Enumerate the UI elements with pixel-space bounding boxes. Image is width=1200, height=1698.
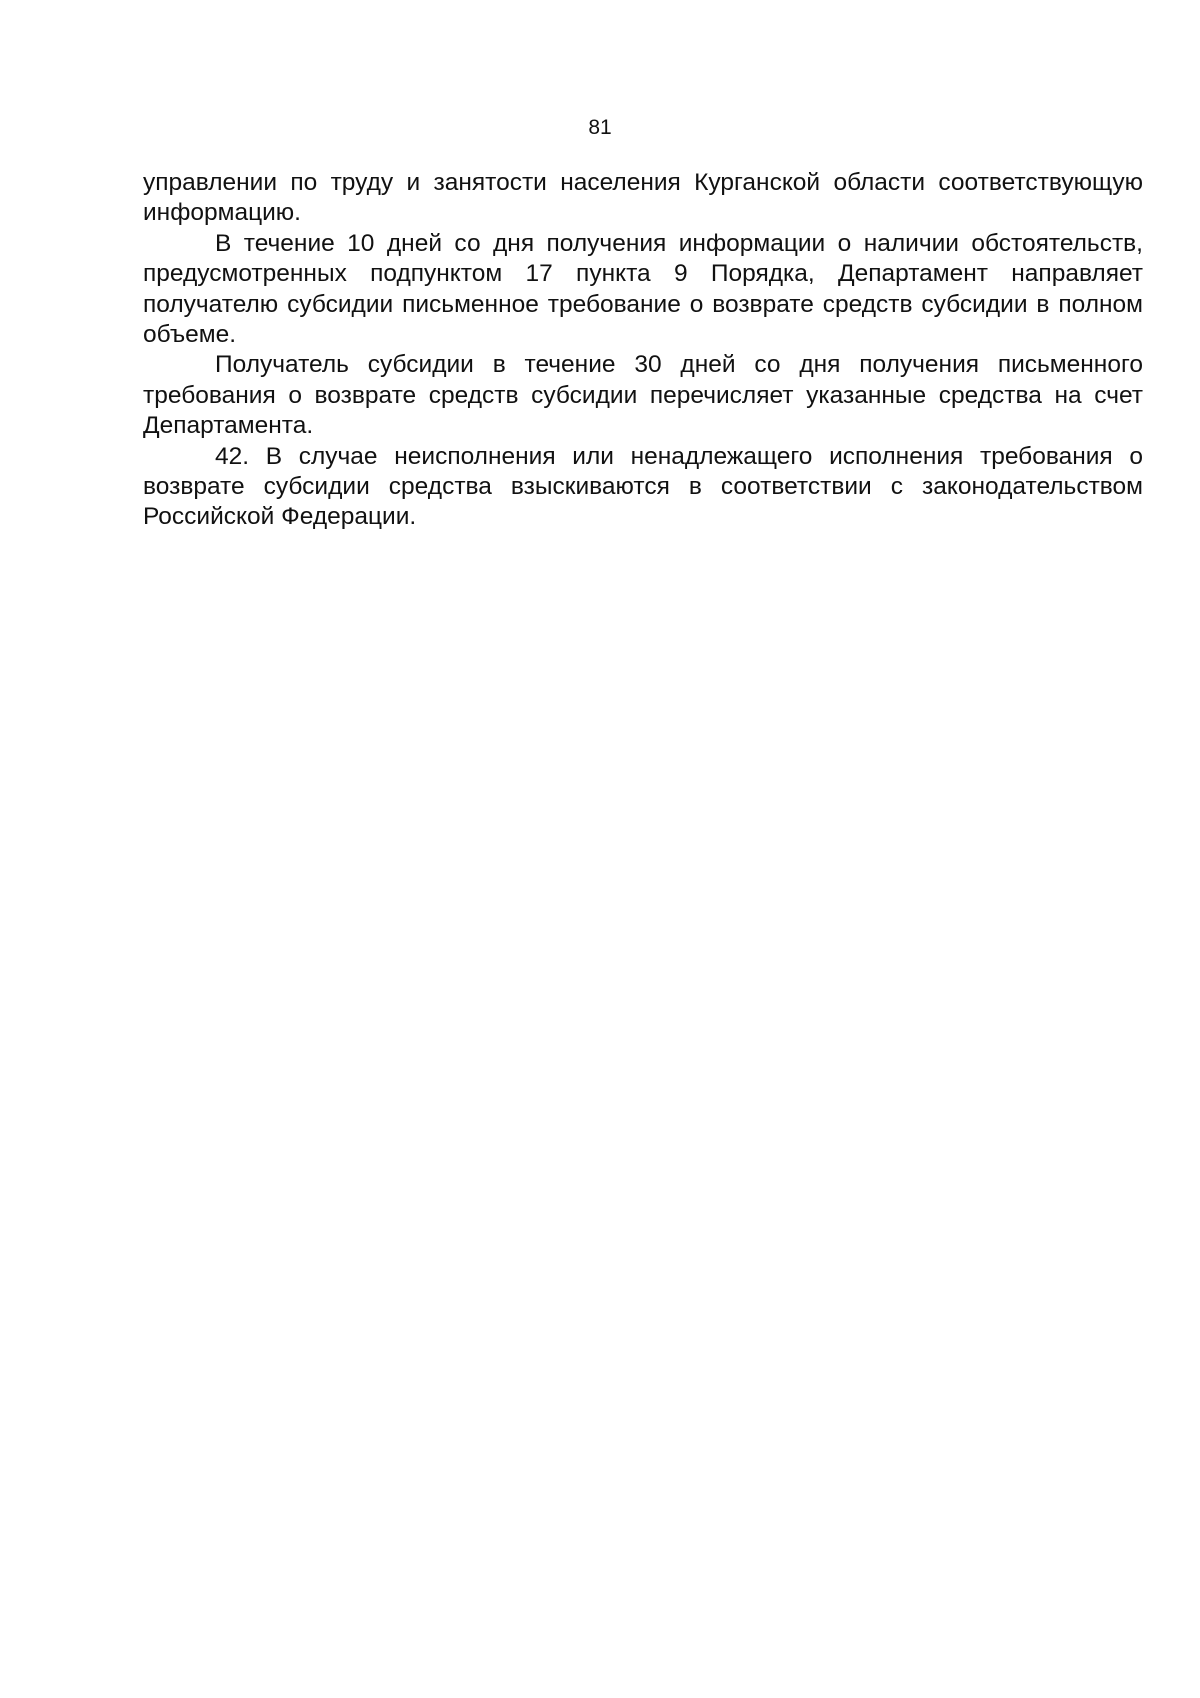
paragraph-refund-transfer: Получатель субсидии в течение 30 дней со дня получения письменного требования о возврате средств субсидии перечисляет указанные средства на счет Департамента. bbox=[143, 351, 1143, 440]
document-body bbox=[143, 168, 1143, 533]
page-number: 81 bbox=[588, 116, 612, 139]
paragraph-continuation: управлении по труду и занятости населения Курганской области соответствующую информацию. bbox=[143, 169, 1143, 227]
paragraph-item-42: 42. В случае неисполнения или ненадлежащего исполнения требования о возврате субсидии средства взыскиваются в соответствии с законодательством Российской Федерации. bbox=[143, 442, 1143, 531]
paragraph-requirement-notice: В течение 10 дней со дня получения информации о наличии обстоятельств, предусмотренных подпунктом 17 пункта 9 Порядка, Департамент направляет получателю субсидии письменное требование о возврате средств субсидии в полном объеме. bbox=[143, 229, 1143, 349]
